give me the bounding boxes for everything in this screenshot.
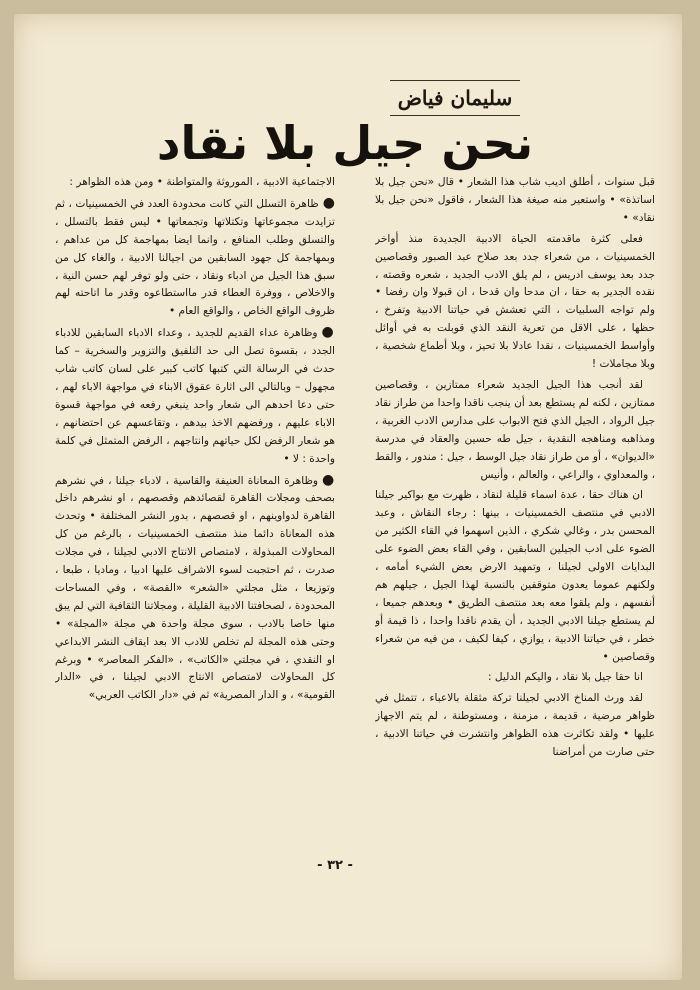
- left-column: [55, 174, 335, 844]
- paragraph-text: وظاهرة عداء القديم للجديد ، وعداء الادباء السابقين للادباء الجدد ، بقسوة تصل الى حد التلفيق والتزوير والسخرية – كما حدث في الرسالة التي كتبها كاتب كبير على لسان كاتب شاب مجهول – وبالتالي الى اثارة عقوق الابناء في مواجهة الاباء لهم ، حتى دعا احدهم الى شعار واحد ينبغي رفعه في مواجهة قسوة الاباء عليهم ، ورفضهم الاخذ بيدهم ، وتقاعسهم عن احتضانهم ، هو شعار الرفض لكل حياتهم وانتاجهم ، الرفض المتمثل في كلمة واحدة : لا •: [55, 327, 335, 465]
- paragraph: الاجتماعية الادبية ، الموروثة والمتواطنة • ومن هذه الظواهر :: [69, 176, 335, 188]
- bullet-icon: ●: [322, 194, 335, 211]
- bullet-paragraph: [55, 195, 335, 321]
- author-name: سليمان فياض: [390, 80, 520, 116]
- page-number: - ٣٢ -: [317, 858, 353, 873]
- bullet-icon: ●: [321, 324, 335, 341]
- bullet-paragraph: [55, 472, 335, 706]
- bullet-paragraph: [55, 324, 335, 468]
- paragraph: قبل سنوات ، أطلق اديب شاب هذا الشعار • قال «نحن جيل بلا اساتذة» • واستعير منه صيغة هذا الشعار ، فاقول «نحن جيل بلا نقاد» •: [375, 176, 655, 224]
- bullet-icon: ●: [322, 471, 335, 488]
- paragraph-text: وظاهرة المعاناة العنيفة والقاسية ، لادباء جيلنا ، في نشرهم بصحف ومجلات القاهرة لقصائدهم وقصصهم ، او نشرهم داخل القاهرة لدواوينهم ، او قصصهم ، بدور النشر المختلفة • وتحدث هذه المعاناة دائما منذ منتصف الخمسينيات ، بالرغم من كل المحاولات المبذولة ، لامتصاص الانتاج الادبي لجيلنا ، في مجلات صدرت ، ثم احتجبت لسوء الاشراف عليها ادبيا ، وماديا ، طبعا ، وتوزيعا ، مثل مجلتي «الشعر» «القصة» ، وفي المساحات المحدودة ، لصحافتنا الادبية القليلة ، ومجلاتنا الثقافية التي لم يبق منها خاصا بالادب ، سوى مجلة واحدة هي مجلة «المجلة» • وحتى هذه المجلة لم تخلص للادب الا بعد ايقاف النشر الابداعي او النقدي ، في مجلتي «الكاتب» ، «الفكر المعاصر» • وبرغم كل المحاولات لامتصاص الانتاج الادبي لجيلنا ، في «الدار القومية» ، و الدار المصرية» ثم في «دار الكاتب العربي»: [55, 474, 335, 702]
- paragraph: فعلى كثرة ماقدمته الحياة الادبية الجديدة منذ أواخر الخمسينيات ، من شعراء جدد بعد صلاح عبد الصبور وقصاصين جدد بعد يوسف ادريس ، لم يلق الادب الجديد ، شعره وقصته ، نقده الجدير به حقا ، ان مدحا وان قدحا ، ان قبولا وان رفضا • ولم تواجه السلبيات ، التي تعشش في حياتنا الادبية وتفرخ ، حظها ، على الاقل من تعرية النقد الذي قوبلت به في أوائل وأواسط الخمسينيات ، نقدا عادلا بلا تحيز ، وبلا أطماع شخصية ، وبلا مجاملات !: [375, 232, 655, 371]
- paragraph: انا حقا جيل بلا نقاد ، واليكم الدليل :: [487, 671, 643, 684]
- paragraph: ان هناك حقا ، عدة اسماء قليلة لنقاد ، ظهرت مع بواكير جيلنا الادبي في منتصف الخمسينيات ، بينها : رجاء النقاش ، وعبد المحسن بدر ، وغالي شكري ، الذين اسهموا في القاء الكثير من الضوء على ادب الجيلين السابقين ، وفي القاء بعض الضوء على البدايات الاولى لجيلنا ، وتمهيد الارض بعض الشيء أمامه ، ولكنهم عموما يعدون متوقفين بالنسبة لهذا الجيل ، جيلهم هم أنفسهم ، ولم يلقوا معه بعد منتصف الطريق • وبعدهم جميعا ، لم يستطع جيلنا الادبي الجديد ، أن يقدم ناقدا واحدا ، ذا قيمة أو خطر ، في حياتنا الادبية ، يوازي ، كيفا لكيف ، من فيه من شعراء وقصاصين •: [375, 489, 655, 663]
- paragraph: لقد أنجب هذا الجيل الجديد شعراء ممتازين ، وقصاصين ممتازين ، لكنه لم يستطع بعد أن ينجب ناقدا واحدا من طراز نقاد جيل الرواد ، الجيل الذي فتح الابواب على مدارس الادب الغربية ، ومذاهبه ومناهجه النقدية ، جيل طه حسين والعقاد في مدرسة «الديوان» ، أو من طراز نقاد جيل الوسط ، جيل : مندور ، والقط ، والمعداوي ، والراعي ، والعالم ، وأنيس: [375, 378, 655, 481]
- article-title: نحن جيل بلا نقاد: [156, 116, 534, 170]
- paragraph: لقد ورث المناخ الادبي لجيلنا تركة مثقلة بالاعباء ، تتمثل في ظواهر مرضية ، قديمة ، مزمنة ، ومستوطنة ، لم يتم الاجهاز عليها • ولقد تكاثرت هذه الظواهر وانتشرت في حياتنا الادبية ، حتى صارت من أمراضنا: [375, 692, 655, 759]
- right-column: [375, 174, 655, 844]
- paragraph-text: ظاهرة التسلل التي كانت محدودة العدد في الخمسينيات ، ثم تزايدت مجموعاتها وتكتلاتها وتجمعاتها • ليس فقط بالتسلل ، والتسلق وطلب المنافع ، وانما ايضا بمهاجمة كل من عداهم ، وبمهاجمة كل جهود السابقين من اجيالنا الادبية ، والغاء كل من سبق هذا الجيل من ادباء ونقاد ، حتى ولو توفر لهم حسن النية ، والاخلاص ، ووفرة العطاء قدر مااستطاعوه وقدر ما اتاحته لهم ظروف الواقع الخاص ، والواقع العام •: [55, 197, 335, 318]
